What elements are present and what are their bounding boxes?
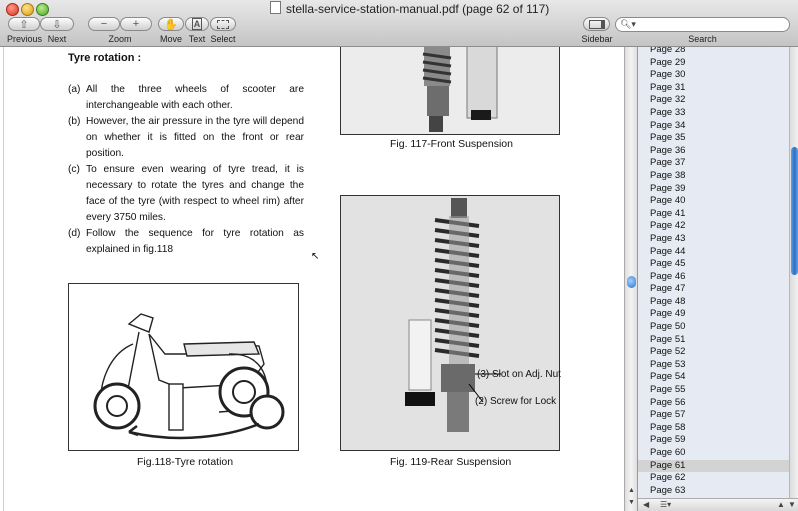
front-suspension-photo [340, 47, 560, 135]
sidebar-page-item[interactable]: Page 31 [650, 81, 686, 93]
previous-button[interactable] [8, 17, 40, 31]
sidebar-page-item[interactable]: Page 48 [650, 295, 686, 307]
sidebar-page-item[interactable]: Page 58 [650, 421, 686, 433]
instruction-list [68, 82, 304, 258]
scroll-left-icon[interactable]: ◀ [643, 500, 650, 509]
next-label: Next [47, 34, 67, 44]
sidebar-page-item[interactable]: Page 57 [650, 409, 686, 421]
sidebar-page-item[interactable]: Page 46 [650, 270, 686, 282]
section-heading: Tyre rotation : [68, 52, 142, 64]
sidebar-page-item[interactable]: Page 43 [650, 232, 686, 244]
arrow-up-icon: ⇧ [19, 18, 29, 31]
zoom-in-button[interactable]: + [120, 17, 152, 31]
next-button[interactable] [40, 17, 74, 31]
sidebar-page-item[interactable]: Page 56 [650, 396, 686, 408]
window-title: stella-service-station-manual.pdf (page 62 of 117) [270, 1, 549, 16]
close-window-button[interactable] [6, 3, 19, 16]
scroll-up-icon[interactable]: ▲ [777, 500, 785, 509]
sidebar-page-item[interactable]: Page 45 [650, 258, 686, 270]
sidebar-page-item[interactable]: Page 29 [650, 56, 686, 68]
scroll-down-icon[interactable]: ▼ [628, 499, 635, 506]
sidebar-page-item[interactable]: Page 59 [650, 434, 686, 446]
fig118-caption: Fig.118-Tyre rotation [137, 456, 234, 468]
sidebar-page-item[interactable]: Page 32 [650, 94, 686, 106]
sidebar-icon [589, 20, 605, 29]
sidebar-footer [638, 498, 798, 511]
sidebar-page-item[interactable]: Page 62 [650, 472, 686, 484]
sidebar-page-item[interactable]: Page 47 [650, 283, 686, 295]
fig117-caption: Fig. 117-Front Suspension [390, 138, 513, 150]
move-tool-button[interactable] [158, 17, 184, 31]
sidebar-page-item[interactable]: Page 44 [650, 245, 686, 257]
page-list [638, 47, 789, 497]
slot-label: (3) Slot on Adj. Nut [477, 369, 561, 380]
select-label: Select [210, 34, 236, 44]
sidebar-page-item[interactable]: Page 51 [650, 333, 686, 345]
sidebar-page-item[interactable]: Page 36 [650, 144, 686, 156]
sidebar-page-item[interactable]: Page 38 [650, 169, 686, 181]
document-scroll-thumb[interactable] [627, 276, 636, 288]
zoom-window-button[interactable] [36, 3, 49, 16]
sidebar-page-item[interactable]: Page 28 [650, 47, 686, 55]
zoom-label: Zoom [108, 34, 132, 44]
sidebar-scroll-thumb[interactable] [791, 147, 798, 275]
page-edge [3, 47, 4, 511]
sidebar-page-item[interactable]: Page 52 [650, 346, 686, 358]
sidebar-page-item[interactable]: Page 41 [650, 207, 686, 219]
marquee-select-icon [217, 20, 229, 29]
pdf-file-icon [270, 1, 281, 14]
text-icon: A [193, 19, 201, 29]
fig119-caption: Fig. 119-Rear Suspension [390, 456, 512, 468]
text-label: Text [188, 34, 206, 44]
search-input[interactable] [615, 17, 790, 32]
scroll-up-icon[interactable]: ▲ [628, 487, 635, 494]
mouse-cursor-icon: ↖ [311, 251, 320, 262]
view-options-icon[interactable]: ☰▾ [660, 500, 672, 509]
hand-icon: ✋ [164, 18, 178, 31]
sidebar-page-item[interactable]: Page 35 [650, 132, 686, 144]
sidebar-page-item[interactable]: Page 30 [650, 69, 686, 81]
zoom-out-button[interactable]: − [88, 17, 120, 31]
search-label: Search [688, 34, 717, 44]
arrow-down-icon: ⇩ [52, 18, 62, 31]
text-tool-button[interactable] [185, 17, 209, 31]
scroll-down-icon[interactable]: ▼ [788, 500, 796, 509]
search-icon: 🔍︎▾ [620, 19, 636, 29]
list-item: (d) Follow the sequence for tyre rotation as explained in fig.118 [68, 228, 304, 255]
sidebar-scrollbar[interactable] [789, 47, 798, 499]
sidebar-page-item[interactable]: Page 33 [650, 106, 686, 118]
sidebar-label: Sidebar [581, 34, 613, 44]
sidebar-toggle-button[interactable] [583, 17, 610, 31]
sidebar-page-item[interactable]: Page 39 [650, 182, 686, 194]
rear-suspension-photo [340, 195, 560, 451]
tyre-rotation-diagram [68, 283, 299, 451]
sidebar-page-item[interactable]: Page 54 [650, 371, 686, 383]
sidebar-page-item[interactable]: Page 53 [650, 358, 686, 370]
previous-label: Previous [7, 34, 43, 44]
sidebar-page-item[interactable]: Page 42 [650, 220, 686, 232]
pdf-page-view[interactable] [0, 47, 624, 511]
page-sidebar [637, 47, 798, 511]
move-label: Move [159, 34, 182, 44]
sidebar-page-item[interactable]: Page 40 [650, 195, 686, 207]
screw-label: (2) Screw for Lock [475, 396, 557, 407]
sidebar-page-item[interactable]: Page 50 [650, 321, 686, 333]
window-toolbar [0, 0, 798, 47]
sidebar-page-item[interactable]: Page 61 [638, 460, 789, 473]
minimize-window-button[interactable] [21, 3, 34, 16]
sidebar-page-item[interactable]: Page 49 [650, 308, 686, 320]
select-tool-button[interactable] [210, 17, 236, 31]
sidebar-page-item[interactable]: Page 34 [650, 119, 686, 131]
document-scrollbar[interactable] [624, 47, 637, 511]
sidebar-page-item[interactable]: Page 37 [650, 157, 686, 169]
list-item: (b) However, the air pressure in the tyre will depend on whether it is fitted on the front or rear position. [68, 116, 304, 159]
sidebar-page-item[interactable]: Page 63 [650, 484, 686, 496]
sidebar-page-item[interactable]: Page 55 [650, 384, 686, 396]
sidebar-page-item[interactable]: Page 60 [650, 447, 686, 458]
list-item: (a) All the three wheels of scooter are interchangeable with each other. [68, 84, 304, 111]
list-item: (c) To ensure even wearing of tyre tread, it is necessary to rotate the tyres and change the face of the tyre (with respect to wheel rim) after every 3750 miles. [68, 164, 304, 223]
